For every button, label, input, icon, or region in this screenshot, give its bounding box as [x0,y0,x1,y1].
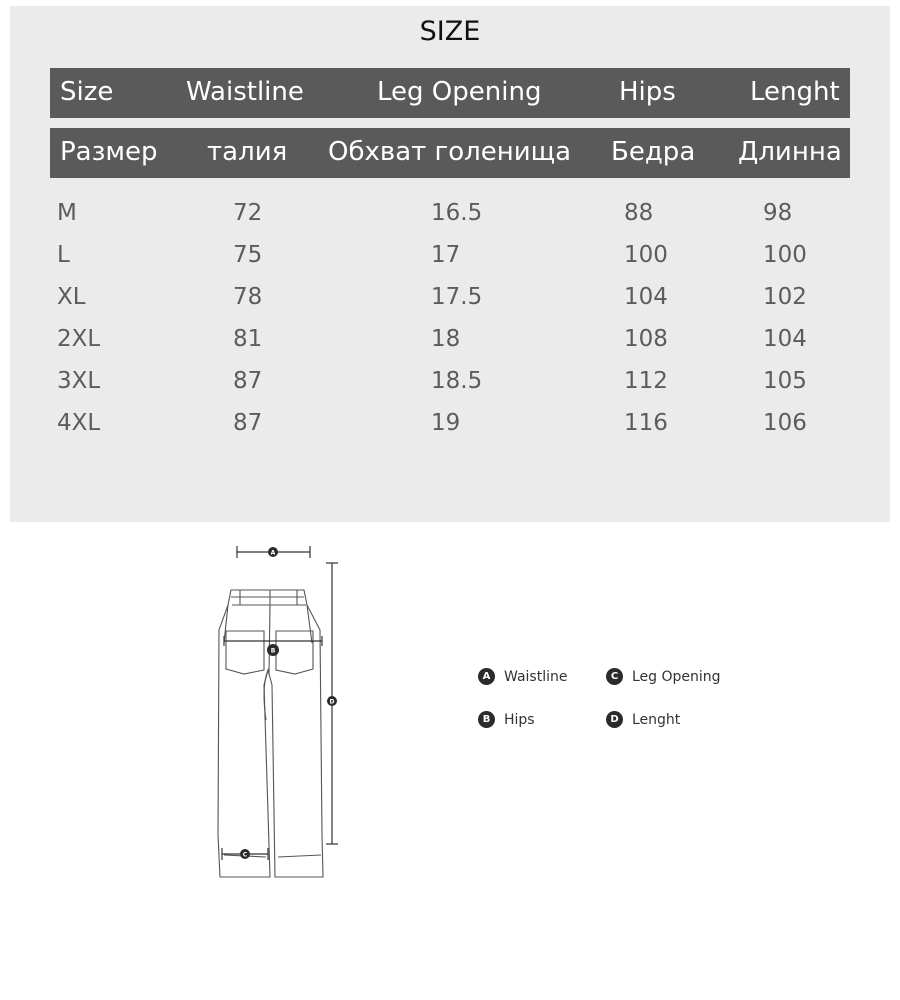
header-row-english [50,68,850,118]
cell-leg-opening: 17 [431,242,461,268]
cell-waistline: 81 [233,326,263,352]
leg-opening-dimension [222,848,268,860]
header-hips: Hips [619,77,676,107]
table-row [0,196,900,238]
legend-item-leg-opening [606,668,721,685]
legend-item-length [606,711,680,728]
cell-hips: 108 [624,326,668,352]
cell-hips: 100 [624,242,668,268]
cell-hips: 104 [624,284,668,310]
legend-badge-c: C [606,668,623,685]
cell-leg-opening: 19 [431,410,461,436]
cell-size: 4XL [57,410,101,436]
cell-waistline: 87 [233,410,263,436]
table-row [0,280,900,322]
legend-label-waistline: Waistline [504,668,568,685]
table-row [0,322,900,364]
cell-size: 2XL [57,326,101,352]
pants-measurement-diagram [200,535,360,895]
cell-hips: 88 [624,200,654,226]
table-row [0,364,900,406]
marker-c: C [242,851,248,859]
cell-size: XL [57,284,86,310]
legend-label-length: Lenght [632,711,681,728]
length-dimension [326,563,338,844]
pants-outline [218,590,323,877]
cell-leg-opening: 18.5 [431,368,483,394]
header-leg-opening-ru: Обхват голенища [328,137,572,167]
cell-size: M [57,200,77,226]
cell-length: 102 [763,284,807,310]
legend-label-hips: Hips [504,711,535,728]
marker-a: A [270,549,276,557]
marker-b: B [270,647,276,655]
cell-leg-opening: 16.5 [431,200,483,226]
cell-size: L [57,242,70,268]
hips-dimension [224,636,322,656]
table-row [0,406,900,448]
waistline-dimension [237,546,310,558]
cell-length: 105 [763,368,807,394]
legend-badge-d: D [606,711,623,728]
legend-item-waistline [478,668,567,685]
header-leg-opening: Leg Opening [377,77,542,107]
cell-leg-opening: 18 [431,326,461,352]
cell-size: 3XL [57,368,101,394]
cell-length: 104 [763,326,807,352]
cell-waistline: 72 [233,200,263,226]
size-table-body [0,196,900,448]
table-row [0,238,900,280]
cell-waistline: 78 [233,284,263,310]
cell-hips: 112 [624,368,668,394]
cell-length: 98 [763,200,793,226]
legend-item-hips [478,711,535,728]
cell-leg-opening: 17.5 [431,284,483,310]
cell-waistline: 87 [233,368,263,394]
header-waist-ru: талия [207,137,288,167]
legend-badge-a: A [478,668,495,685]
marker-d: D [329,698,335,706]
cell-hips: 116 [624,410,668,436]
header-size-ru: Размер [60,137,158,167]
cell-length: 100 [763,242,807,268]
legend-badge-b: B [478,711,495,728]
header-length: Lenght [750,77,840,107]
header-size: Size [60,77,114,107]
header-length-ru: Длинна [738,137,842,167]
header-hips-ru: Бедра [611,137,696,167]
chart-title: SIZE [419,16,481,47]
header-waistline: Waistline [186,77,304,107]
cell-length: 106 [763,410,807,436]
legend-label-leg-opening: Leg Opening [632,668,721,685]
header-row-russian [50,128,850,178]
cell-waistline: 75 [233,242,263,268]
